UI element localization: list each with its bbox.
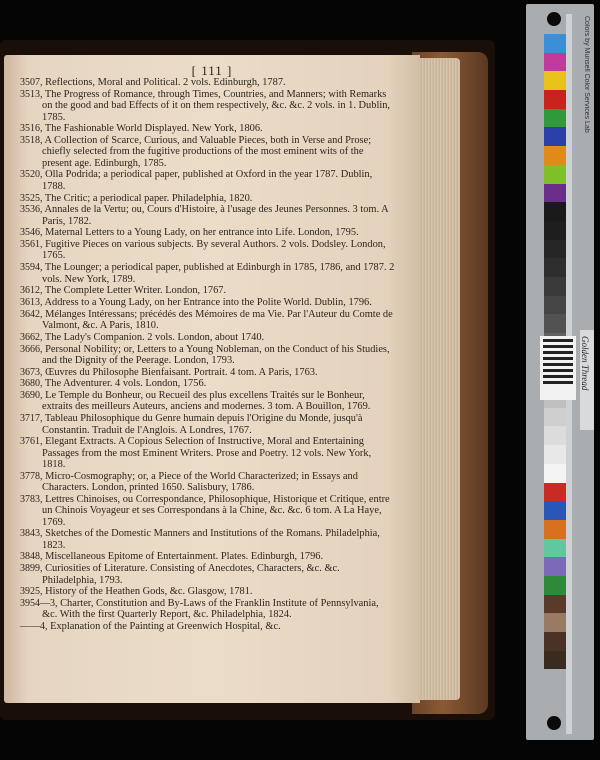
- entry-text: History of the Heathen Gods, &c. Glasgow, 1781.: [45, 586, 253, 598]
- entry-number: 3954—3,: [20, 598, 58, 609]
- entry-text: Personal Nobility; or, Letters to a Young Nobleman, on the Conduct of his Studies, and the Dignity of the Peerage. London, 1793.: [42, 343, 390, 366]
- entry-number: 3717,: [20, 413, 43, 425]
- entry-text: Miscellaneous Epitome of Entertainment. Plates. Edinburgh, 1796.: [45, 551, 324, 563]
- entry-text: Micro-Cosmography; or, a Piece of the World Characterized; in Essays and Characters. London, printed 1650. Salisbury, 1786.: [42, 470, 358, 494]
- catalog-entry: [20, 563, 396, 586]
- color-swatch: [544, 314, 566, 333]
- entry-text: Address to a Young Lady, on her Entrance into the Polite World. Dublin, 1796.: [44, 296, 372, 308]
- entry-number: ——4,: [20, 621, 48, 633]
- color-swatch: [544, 651, 566, 670]
- color-swatch: [544, 240, 566, 259]
- entry-number: 3673,: [20, 366, 43, 378]
- catalog-entry: [20, 135, 396, 169]
- catalog-entry: [20, 77, 396, 88]
- color-swatch: [544, 520, 566, 539]
- page-number: [ 111 ]: [191, 63, 233, 78]
- color-swatch: [544, 146, 566, 165]
- entry-text: Curiosities of Literature. Consisting of Anecdotes, Characters, &c. &c. Philadelphia, 1793.: [42, 563, 340, 586]
- catalog-entry: [20, 586, 396, 597]
- color-swatch: [544, 34, 566, 53]
- color-swatch: [544, 464, 566, 483]
- entry-text: The Fashionable World Displayed. New York, 1806.: [44, 123, 263, 135]
- entry-number: 3520,: [20, 169, 43, 181]
- catalog-entry: [20, 169, 396, 192]
- entry-number: 3518,: [20, 134, 43, 146]
- entry-number: 3546,: [20, 227, 43, 239]
- entry-number: 3513,: [20, 88, 43, 100]
- entry-text: Sketches of the Domestic Manners and Institutions of the Romans. Philadelphia, 1823.: [42, 528, 380, 551]
- color-swatch: [544, 501, 566, 520]
- color-swatch: [544, 426, 566, 445]
- entry-number: 3666,: [20, 343, 43, 355]
- catalog-entry: [20, 227, 396, 238]
- catalog-entry: [20, 309, 396, 332]
- entry-number: 3925,: [20, 586, 43, 598]
- entry-text: Œuvres du Philosophe Bienfaisant. Portrait. 4 tom. A Paris, 1763.: [45, 366, 318, 378]
- catalog-entry: [20, 551, 396, 562]
- golden-thread-text: Golden Thread: [580, 336, 590, 391]
- entry-number: 3761,: [20, 436, 43, 448]
- catalog-entry: [20, 494, 396, 528]
- catalog-entry: [20, 378, 396, 389]
- color-swatch: [544, 165, 566, 184]
- checker-hole-bottom: [547, 716, 561, 730]
- entry-text: The Adventurer. 4 vols. London, 1756.: [44, 378, 207, 390]
- entry-number: 3662,: [20, 331, 43, 343]
- golden-thread-tag: [580, 330, 594, 430]
- color-swatch: [544, 483, 566, 502]
- entry-number: 3843,: [20, 528, 43, 540]
- color-swatch: [544, 202, 566, 221]
- entry-text: The Lady's Companion. 2 vols. London, about 1740.: [44, 331, 265, 343]
- color-swatch: [544, 90, 566, 109]
- catalog-entry: [20, 344, 396, 367]
- entry-number: 3507,: [20, 77, 43, 88]
- entry-number: 3783,: [20, 493, 43, 505]
- color-swatch: [544, 595, 566, 614]
- catalog-entry: [20, 436, 396, 470]
- catalog-entry: [20, 262, 396, 285]
- color-swatch: [544, 557, 566, 576]
- entry-text: The Complete Letter Writer. London, 1767.: [44, 285, 227, 297]
- entry-number: 3516,: [20, 123, 43, 135]
- catalog-entry: [20, 621, 396, 632]
- catalog-entry: [20, 297, 396, 308]
- entry-text: Explanation of the Painting at Greenwich Hospital, &c.: [50, 621, 281, 633]
- color-swatch: [544, 221, 566, 240]
- catalog-entry: [20, 89, 396, 123]
- catalog-entry: [20, 332, 396, 343]
- entry-number: 3680,: [20, 378, 43, 390]
- color-swatch: [544, 258, 566, 277]
- color-swatch: [544, 408, 566, 427]
- color-swatch: [544, 613, 566, 632]
- color-swatch: [544, 53, 566, 72]
- entry-number: 3848,: [20, 551, 43, 563]
- entry-text: Annales de la Vertu; ou, Cours d'Histoire, à l'usage des Jeunes Personnes. 3 tom. A Paris, 1782.: [42, 204, 389, 227]
- entry-text: The Critic; a periodical paper. Philadelphia, 1820.: [44, 192, 253, 204]
- color-swatch: [544, 632, 566, 651]
- color-swatch: [544, 445, 566, 464]
- catalog-entry: [20, 471, 396, 494]
- catalog-entry: [20, 285, 396, 296]
- entry-text: A Collection of Scarce, Curious, and Valuable Pieces, both in Verse and Prose; chiefly selected from the fugitive productions of the most eminent wits of the present age. Edinburgh, 1785.: [42, 134, 372, 169]
- entry-number: 3536,: [20, 204, 43, 216]
- color-swatch: [544, 71, 566, 90]
- color-swatch: [544, 109, 566, 128]
- catalog-entry: [20, 390, 396, 413]
- entry-number: 3612,: [20, 285, 43, 297]
- entry-text: Maternal Letters to a Young Lady, on her entrance into Life. London, 1795.: [45, 227, 359, 239]
- color-swatch: [544, 296, 566, 315]
- entry-number: 3594,: [20, 262, 43, 274]
- entry-text: The Progress of Romance, through Times, Countries, and Manners; with Remarks on the good and bad Effects of it on them respectively, &c. &c. 2 vols. in 1. Dublin, 1785.: [42, 88, 391, 123]
- entry-text: Fugitive Pieces on various subjects. By several Authors. 2 vols. Dodsley. London, 1765.: [42, 239, 386, 262]
- checker-hole-top: [547, 12, 561, 26]
- catalog-entry: [20, 204, 396, 227]
- catalog-entry: [20, 413, 396, 436]
- entry-text: Mélanges Intéressans; précédés des Mémoires de ma Vie. Par l'Auteur du Comte de Valmont, &c. A Paris, 1810.: [42, 308, 393, 332]
- page-edges: [416, 58, 460, 700]
- checker-label: Colors by Munsell Color Services Lab: [583, 16, 590, 133]
- entry-number: 3561,: [20, 239, 43, 251]
- entry-text: Le Temple du Bonheur, ou Recueil des plus excellens Traités sur le Bonheur, extraits des meilleurs Auteurs, anciens and modernes. 3 tom. A Bouillon, 1769.: [42, 390, 371, 413]
- entry-number: 3778,: [20, 470, 43, 482]
- catalog-entry: [20, 193, 396, 204]
- barcode-label: [540, 336, 576, 400]
- color-swatch: [544, 576, 566, 595]
- catalog-entries: [20, 77, 396, 633]
- entry-number: 3613,: [20, 296, 43, 308]
- entry-text: Tableau Philosophique du Genre humain depuis l'Origine du Monde, jusqu'à Constantin. Traduit de l'Anglois. A Londres, 1767.: [42, 413, 363, 436]
- color-swatch: [544, 184, 566, 203]
- catalog-entry: [20, 528, 396, 551]
- entry-number: 3525,: [20, 192, 43, 204]
- entry-text: Lettres Chinoises, ou Correspondance, Philosophique, Historique et Critique, entre un Chinois Voyageur et ses Correspondans à la Chine, &c. &c. 6 tom. A La Haye, 1769.: [42, 493, 390, 528]
- entry-text: Elegant Extracts. A Copious Selection of Instructive, Moral and Entertaining Passages from the most Eminent Writers. Prose and Poetry. 12 vols. New York, 1818.: [42, 436, 372, 471]
- entry-text: Olla Podrida; a periodical paper, published at Oxford in the year 1787. Dublin, 1788.: [42, 169, 373, 192]
- entry-text: Reflections, Moral and Political. 2 vols. Edinburgh, 1787.: [45, 77, 286, 88]
- entry-number: 3690,: [20, 390, 43, 402]
- color-swatch: [544, 539, 566, 558]
- entry-number: 3642,: [20, 308, 43, 320]
- book-page: [4, 55, 420, 703]
- color-swatch: [544, 127, 566, 146]
- catalog-entry: [20, 598, 396, 621]
- catalog-entry: [20, 239, 396, 262]
- catalog-entry: [20, 367, 396, 378]
- entry-number: 3899,: [20, 563, 43, 575]
- color-swatch: [544, 277, 566, 296]
- catalog-entry: [20, 123, 396, 134]
- entry-text: Charter, Constitution and By-Laws of the Franklin Institute of Pennsylvania, &c. With the first Quarterly Report, &c. Philadelphia, 1824.: [42, 598, 379, 621]
- entry-text: The Lounger; a periodical paper, published at Edinburgh in 1785, 1786, and 1787. 2 vols. New York, 1789.: [42, 262, 395, 285]
